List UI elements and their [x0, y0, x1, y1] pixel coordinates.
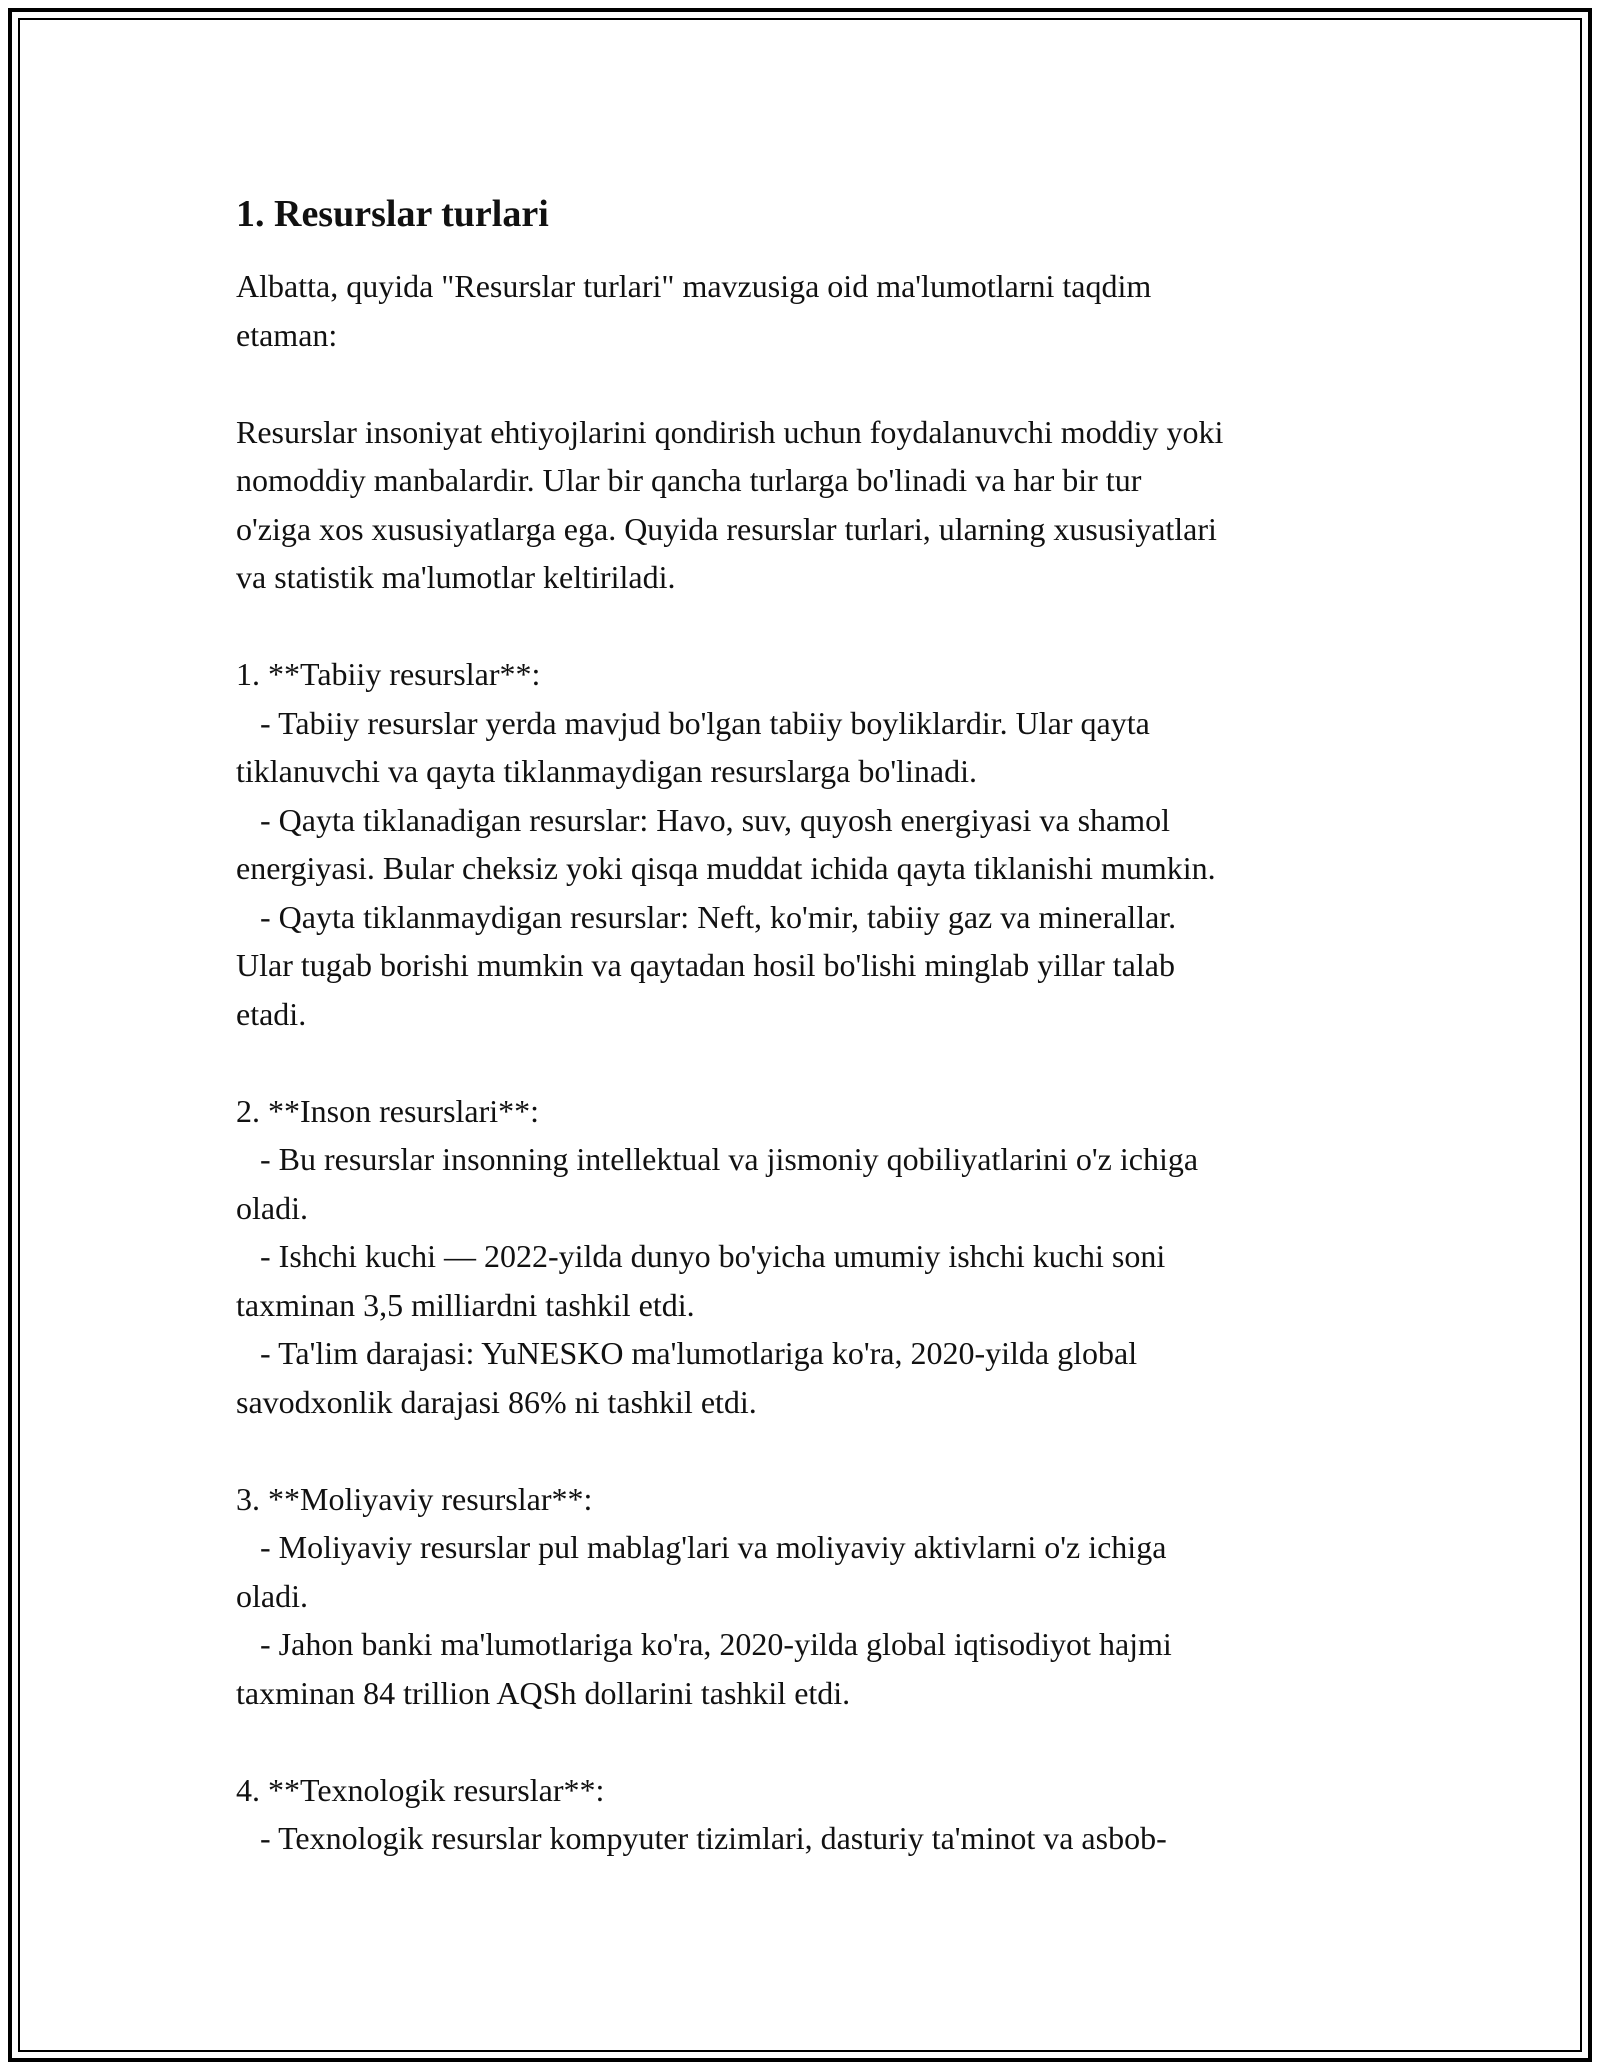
text-line: 4. **Texnologik resurslar**:	[236, 1771, 605, 1808]
text-line: 3. **Moliyaviy resurslar**:	[236, 1480, 593, 1517]
paragraph-gap	[236, 1426, 1376, 1475]
document-body	[236, 188, 1376, 1863]
text-line: Albatta, quyida "Resurslar turlari" mavzusiga oid ma'lumotlarni taqdim	[236, 268, 1152, 304]
text-line: - Texnologik resurslar kompyuter tizimlari, dasturiy ta'minot va asbob-	[236, 1820, 1167, 1856]
text-line: Resurslar insoniyat ehtiyojlarini qondirish uchun foydalanuvchi moddiy yoki	[236, 413, 1224, 450]
text-line: Ular tugab borishi mumkin va qaytadan hosil bo'lishi minglab yillar talab	[236, 947, 1175, 983]
paragraph-gap	[236, 1717, 1376, 1766]
text-line: - Moliyaviy resurslar pul mablag'lari va moliyaviy aktivlarni o'z ichiga	[236, 1529, 1167, 1565]
text-line: - Tabiiy resurslar yerda mavjud bo'lgan tabiiy boyliklardir. Ular qayta	[236, 704, 1150, 741]
text-line: va statistik ma'lumotlar keltiriladi.	[236, 559, 676, 595]
text-line: nomoddiy manbalardir. Ular bir qancha turlarga bo'linadi va har bir tur	[236, 462, 1142, 498]
text-line: - Bu resurslar insonning intellektual va jismoniy qobiliyatlarini o'z ichiga	[236, 1141, 1199, 1177]
paragraph	[236, 1087, 1376, 1427]
text-line: savodxonlik darajasi 86% ni tashkil etdi.	[236, 1383, 757, 1420]
paragraph-gap	[236, 359, 1376, 408]
text-line: tiklanuvchi va qayta tiklanmaydigan resurslarga bo'linadi.	[236, 753, 977, 789]
text-line: - Qayta tiklanadigan resurslar: Havo, suv, quyosh energiyasi va shamol	[236, 801, 1170, 838]
paragraph	[236, 1475, 1376, 1718]
text-line: etaman:	[236, 316, 338, 353]
text-line: - Jahon banki ma'lumotlariga ko'ra, 2020-yilda global iqtisodiyot hajmi	[236, 1626, 1172, 1662]
paragraph	[236, 650, 1376, 1038]
text-line: taxminan 84 trillion AQSh dollarini tashkil etdi.	[236, 1674, 851, 1711]
text-line: etadi.	[236, 995, 307, 1032]
text-line: taxminan 3,5 milliardni tashkil etdi.	[236, 1286, 695, 1323]
text-line: - Ishchi kuchi — 2022-yilda dunyo bo'yicha umumiy ishchi kuchi soni	[236, 1238, 1166, 1274]
paragraph-list	[236, 262, 1376, 1863]
text-line: o'ziga xos xususiyatlarga ega. Quyida resurslar turlari, ularning xususiyatlari	[236, 510, 1217, 547]
paragraph-gap	[236, 602, 1376, 651]
text-line: energiyasi. Bular cheksiz yoki qisqa muddat ichida qayta tiklanishi mumkin.	[236, 850, 1216, 886]
paragraph	[236, 408, 1376, 602]
text-line: - Qayta tiklanmaydigan resurslar: Neft, ko'mir, tabiiy gaz va minerallar.	[236, 898, 1177, 935]
paragraph-gap	[236, 1038, 1376, 1087]
paragraph	[236, 262, 1376, 359]
section-title: 1. Resurslar turlari	[236, 193, 549, 235]
paragraph	[236, 1766, 1376, 1863]
text-line: 2. **Inson resurslari**:	[236, 1092, 540, 1129]
text-line: - Ta'lim darajasi: YuNESKO ma'lumotlariga ko'ra, 2020-yilda global	[236, 1335, 1138, 1371]
text-line: 1. **Tabiiy resurslar**:	[236, 656, 541, 692]
text-line: oladi.	[236, 1189, 308, 1226]
text-line: oladi.	[236, 1577, 308, 1614]
